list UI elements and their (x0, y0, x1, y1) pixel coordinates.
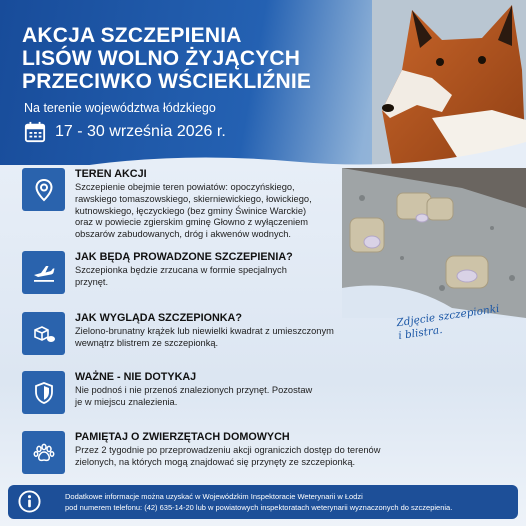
section-icon-box (22, 251, 65, 294)
paw-icon (32, 441, 56, 465)
location-pin-icon (32, 178, 56, 202)
section-icon-box (22, 168, 65, 211)
section-heading: JAK BĘDĄ PROWADZONE SZCZEPIENIA? (75, 251, 293, 263)
page-title (22, 24, 362, 93)
body-line: obszarów zabudowanych, dróg i akwenów wodnych. (75, 229, 292, 240)
body-line: Przez 2 tygodnie po przeprowadzeniu akcji ograniczich dostęp do terenów (75, 445, 381, 455)
section-heading: PAMIĘTAJ O ZWIERZĘTACH DOMOWYCH (75, 431, 290, 443)
body-line: je w miejscu znalezienia. (75, 396, 178, 407)
vaccine-bait-photo (342, 168, 526, 318)
body-line: zielonych, na których mogą znajdować się przynęty ze szczepionką. (75, 456, 356, 467)
section-icon-box (22, 431, 65, 474)
section-icon-box (22, 371, 65, 414)
body-line: kutnowskiego, łęczyckiego (bez gminy Świnice Warckie) (75, 205, 307, 216)
title-line: PRZECIWKO WŚCIEKLIŹNIE (22, 70, 312, 93)
date-row (24, 121, 226, 143)
footer-line: Dodatkowe informacje można uzyskać w Wojewódzkim Inspektoracie Weterynarii w Łodzi (65, 492, 363, 501)
footer-text (65, 491, 452, 513)
shield-icon (32, 381, 56, 405)
caption-line: i blistra. (397, 324, 444, 343)
body-line: Zielono-brunatny krążek lub niewielki kwadrat z umieszczonym (75, 326, 334, 336)
caption-line: Zdjęcie szczepionki (395, 302, 501, 330)
body-line: Szczepionka będzie zrzucana w formie specjalnych (75, 265, 287, 275)
section-body (75, 265, 293, 289)
vaccine-bait-icon (32, 322, 56, 346)
campaign-dates: 17 - 30 września 2026 r. (55, 123, 226, 140)
section-body (75, 326, 334, 350)
fox-photo (372, 0, 526, 165)
title-line: LISÓW WOLNO ŻYJĄCYCH (22, 47, 301, 70)
title-line: AKCJA SZCZEPIENIA (22, 24, 242, 47)
section-body (75, 385, 312, 409)
info-footer (8, 485, 518, 519)
body-line: przynęt. (75, 276, 109, 287)
region-subtitle: Na terenie województwa łódzkiego (24, 101, 216, 115)
body-line: Nie podnoś i nie przenoś znalezionych przynęt. Pozostaw (75, 385, 313, 395)
calendar-icon (24, 121, 46, 143)
airplane-icon (32, 261, 56, 285)
section-heading: TEREN AKCJI (75, 168, 147, 180)
section-heading: WAŻNE - NIE DOTYKAJ (75, 371, 197, 383)
section-icon-box (22, 312, 65, 355)
section-body (75, 182, 312, 241)
info-icon (18, 490, 41, 513)
header-banner (0, 0, 526, 165)
body-line: Szczepienie obejmie teren powiatów: opoczyńskiego, (75, 182, 295, 192)
body-line: rawskiego tomaszowskiego, skierniewickiego, łowickiego, (75, 193, 312, 204)
body-line: oraz w powiecie zgierskim gminę Głowno z wyłączeniem (75, 217, 309, 228)
section-heading: JAK WYGLĄDA SZCZEPIONKA? (75, 312, 242, 324)
footer-line: pod numerem telefonu: (42) 635-14-20 lub w powiatowych inspektoratach weterynarii wyznaczonych do szczepienia. (65, 503, 453, 512)
body-line: wewnątrz blistrem ze szczepionką. (75, 337, 219, 348)
section-body (75, 445, 380, 469)
